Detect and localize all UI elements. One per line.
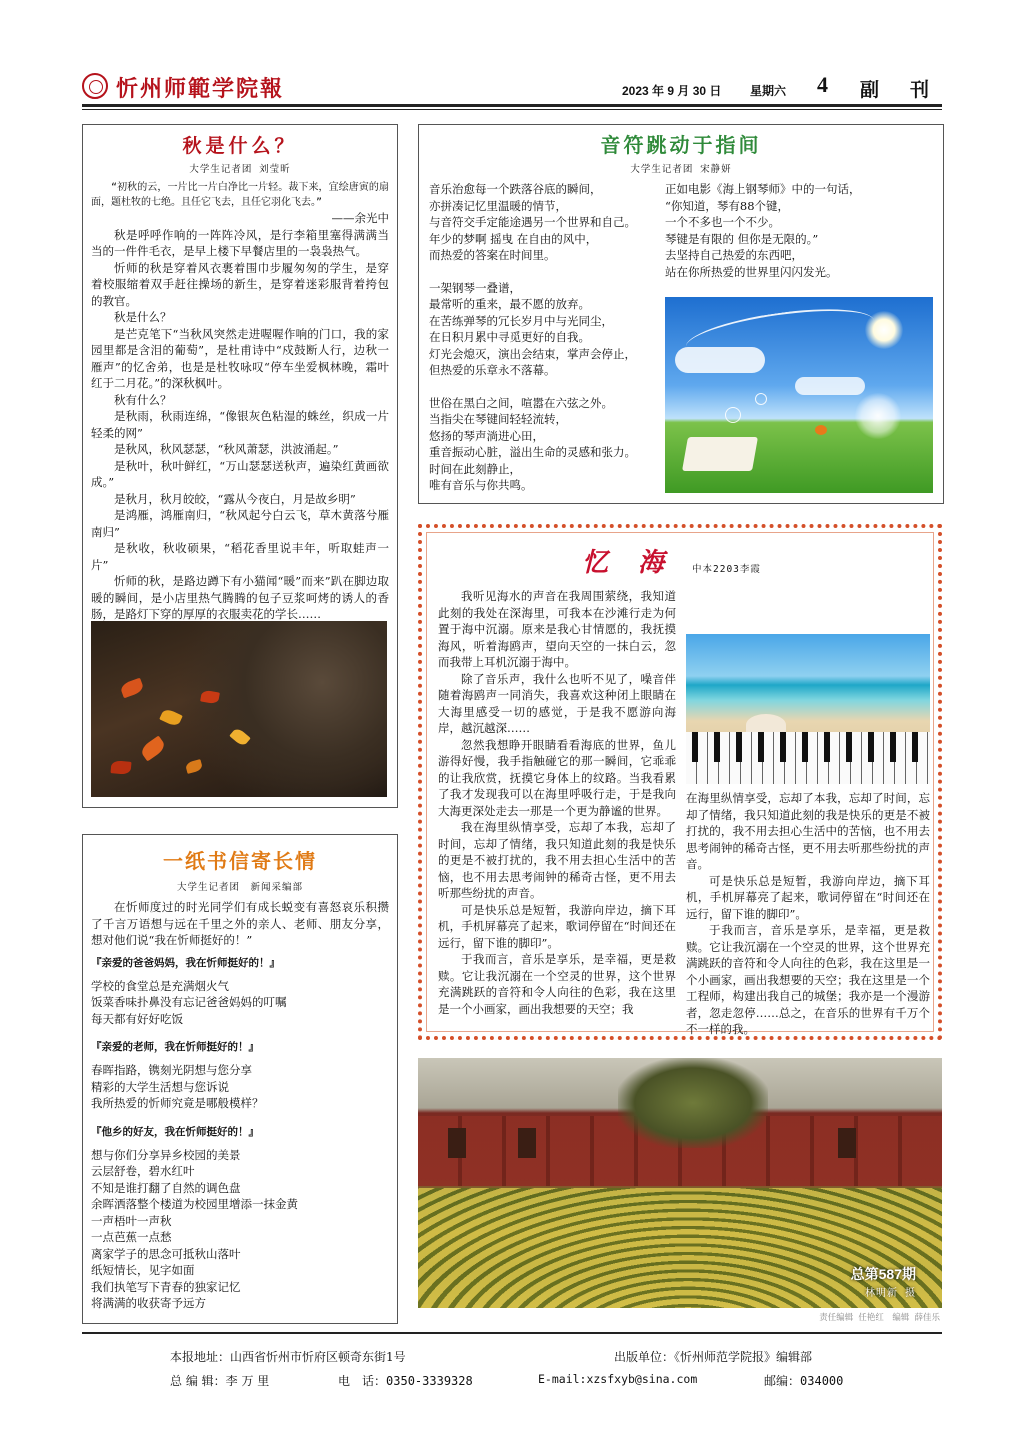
letter-line: 每天都有好好吃饭: [91, 1011, 183, 1026]
letter-line: 精彩的大学生活想与您诉说: [91, 1079, 229, 1094]
letter-section: [91, 1039, 389, 1112]
music-poem-left: [429, 181, 664, 494]
poem-line: 站在你所热爱的世界里闪闪发光。: [665, 264, 838, 279]
issue-weekday: 星期六: [750, 84, 787, 98]
letter-section-heading: 『亲爱的老师，我在忻师挺好的！』: [91, 1041, 259, 1053]
page-number: 4: [817, 72, 828, 97]
autumn-paragraph: 是秋收，秋收硕果，“稻花香里说丰年，听取蛙声一片”: [91, 541, 389, 572]
masthead-rule: [82, 104, 942, 107]
sea-paragraph: 于我而言，音乐是享乐，是幸福，更是救赎。它让我沉溺在一个空灵的世界，这个世界充满跳跃的音符和令人向往的色彩，我在这里是一个小画家，画出我想要的天空；我: [438, 952, 676, 1016]
autumn-paragraph: 是秋风，秋风瑟瑟，“秋风萧瑟，洪波涌起。”: [114, 442, 339, 456]
autumn-paragraph: 忻师的秋，是路边蹲下有小猫闻“暖”而来”趴在脚边取暖的瞬间，是小店里热气腾腾的包子豆浆呵烤的诱人的香肠，是路灯下穿的厚厚的衣服卖花的学长……: [91, 574, 389, 621]
poem-line: 世俗在黑白之间，喧嚣在六弦之外。: [429, 395, 613, 410]
letter-article: [82, 834, 398, 1324]
masthead-rule-thin: [82, 109, 942, 110]
autumn-article: [82, 124, 398, 808]
letter-line: 纸短情长，见字如面: [91, 1263, 195, 1277]
letter-line: 我们执笔写下青春的独家记忆: [91, 1279, 241, 1294]
sea-column-right: [686, 790, 930, 1038]
footer-publisher-label: 出版单位：: [614, 1350, 675, 1364]
footer-editor: [170, 1372, 269, 1389]
school-seal-icon: [82, 73, 108, 99]
photo-credit: 林明新 摄: [864, 1288, 916, 1299]
footer-address-value: 山西省忻州市忻府区顿奇东街1号: [230, 1350, 406, 1364]
poem-line: 悠扬的琴声淌进心田，: [429, 428, 544, 443]
footer-address-label: 本报地址：: [170, 1350, 231, 1364]
autumn-paragraph: 是芒克笔下“当秋风突然走进喔喔作响的门口，我的家园里都是含泪的葡萄”，是杜甫诗中“戍鼓断人行，边秋一雁声”的忆舍弟，也是是杜牧咏叹“停车坐爱枫林晚，霜叶红于二月花。”的深秋枫叶。: [91, 326, 389, 390]
letter-title: 一纸书信寄长情: [163, 849, 317, 873]
campus-photo: [418, 1058, 942, 1308]
autumn-title: 秋是什么？: [182, 135, 298, 157]
letter-line: 不知是谁打翻了自然的调色盘: [91, 1180, 241, 1195]
footer-phone-value: 0350-3339328: [386, 1374, 473, 1388]
footer-email: E-mail:xzsfxyb@sina.com: [538, 1372, 698, 1386]
poem-line: 而热爱的答案在时间里。: [429, 248, 556, 262]
poem-line: 正如电影《海上钢琴师》中的一句话，: [665, 182, 861, 196]
music-title: 音符跳动于指间: [600, 133, 762, 157]
poem-line: 一个不多也一个不少。: [665, 215, 780, 229]
autumn-paragraph: 是秋月，秋月皎皎，“露从今夜白，月是故乡明”: [114, 491, 356, 506]
section-name: 副 刊: [860, 79, 936, 101]
letter-byline: 大学生记者团 新闻采编部: [176, 882, 303, 893]
poem-line: 一架钢琴一叠谱，: [429, 280, 521, 295]
footer-address: [170, 1348, 406, 1365]
autumn-paragraph: 是秋雨，秋雨连绵，“像银灰色粘湿的蛛丝，织成一片轻柔的网”: [91, 409, 389, 440]
poem-line: 时间在此刻静止，: [429, 461, 521, 476]
autumn-paragraph: 秋有什么？: [114, 392, 172, 407]
masthead: [82, 70, 942, 104]
letter-section: [91, 1124, 389, 1312]
sea-title: 忆 海: [582, 548, 667, 578]
sea-byline: 中本2203李霞: [692, 564, 761, 575]
poem-line: 与音符交手定能途遇另一个世界和自己。: [429, 215, 636, 229]
sea-piano-photo: [686, 634, 930, 784]
issue-date: 2023 年 9 月 30 日: [622, 84, 722, 98]
letter-line: 春晖指路，镌刻光阴想与您分享: [91, 1063, 252, 1077]
letter-line: 余晖洒落整个楼道为校园里增添一抹金黄: [91, 1197, 298, 1211]
letter-line: 我所热爱的忻师究竟是哪般模样？: [91, 1096, 264, 1110]
poem-line: “你知道，琴有88个键，: [665, 198, 790, 213]
autumn-paragraph: 秋是什么？: [114, 310, 172, 324]
autumn-paragraph: 是鸿雁，鸿雁南归，“秋风起兮白云飞，草木黄落兮雁南归”: [91, 508, 389, 539]
issue-number: 总第587期: [850, 1266, 916, 1282]
sea-paragraph: 我在海里纵情享受，忘却了本我，忘却了时间，忘却了情绪，我只知道此刻的我是快乐的更是不被打扰的，我不用去担心生活中的苦恼，也不用去思考闹钟的稀奇古怪，更不用去听那些纷扰的声音。: [438, 820, 676, 900]
editors-credit: 责任编辑 任艳红 编辑 薛佳乐: [819, 1313, 940, 1323]
poem-line: 音乐治愈每一个跌落谷底的瞬间，: [429, 182, 602, 196]
sea-column-left: [438, 588, 676, 1017]
footer-editor-value: 李 万 里: [225, 1374, 270, 1388]
music-stanza: [429, 181, 664, 264]
autumn-body: [91, 180, 389, 623]
letter-line: 离家学子的思念可抵秋山落叶: [91, 1246, 241, 1261]
autumn-quote-author: ——余光中: [331, 211, 389, 225]
music-stanza: [429, 280, 664, 379]
letter-line: 学校的食堂总是充满烟火气: [91, 978, 229, 993]
poem-line: 重音振动心脏，溢出生命的灵感和张力。: [429, 445, 636, 459]
autumn-paragraph: 是秋叶，秋叶鲜红，“万山瑟瑟送秋声，遍染红黄画欲成。”: [91, 458, 389, 489]
poem-line: 亦拼凑记忆里温暖的情节，: [429, 198, 567, 213]
letter-line: 饭菜香味扑鼻没有忘记爸爸妈妈的叮嘱: [91, 995, 287, 1009]
letter-line: 云层舒卷，碧水红叶: [91, 1164, 195, 1178]
letter-body: [91, 899, 389, 1312]
paper-name: 忻州师範学院報: [116, 76, 285, 102]
letter-section-heading: 『亲爱的爸爸妈妈，我在忻师挺好的！』: [91, 956, 280, 969]
music-byline: 大学生记者团 宋静妍: [630, 164, 732, 175]
poem-line: 灯光会熄灭，演出会结束，掌声会停止，: [429, 346, 636, 361]
poem-line: 最常听的重来，最不愿的放弃。: [429, 297, 590, 311]
poem-line: 年少的梦啊 摇曳 在自由的风中，: [429, 231, 598, 246]
letter-line: 将满满的收获寄予远方: [91, 1296, 206, 1310]
footer-rule: [82, 1332, 942, 1334]
poem-line: 唯有音乐与你共鸣。: [429, 478, 533, 492]
letter-line: 一声梧叶一声秋: [91, 1213, 172, 1228]
autumn-leaves-photo: [91, 621, 387, 797]
poem-line: 去坚持自己热爱的东西吧，: [665, 248, 803, 262]
letter-line: 一点芭蕉一点愁: [91, 1230, 172, 1244]
footer-phone-label: 电 话：: [338, 1374, 387, 1388]
sea-article-frame: [418, 524, 942, 1040]
poem-line: 当指尖在琴键间轻轻流转，: [429, 412, 567, 426]
footer-editor-label: 总 编 辑：: [170, 1374, 226, 1388]
letter-line: 想与你们分享异乡校园的美景: [91, 1147, 241, 1162]
letter-section: [91, 955, 389, 1028]
footer-postcode-label: 邮编：: [764, 1374, 801, 1388]
letter-intro: 在忻师度过的时光同学们有成长蜕变有喜怒哀乐积攒了千言万语想与远在千里之外的亲人、老师、朋友分享，想对他们说“我在忻师挺好的！”: [91, 900, 389, 947]
autumn-paragraph: 秋是呼呼作响的一阵阵冷风，是行李箱里塞得满满当当的一件件毛衣，是早上楼下早餐店里的一袅袅热气。: [91, 227, 389, 258]
sea-paragraph: 我听见海水的声音在我周围萦绕，我知道此刻的我处在深海里，可我本在沙滩行走为何置于海中沉溺。原来是我心甘情愿的，我抚摸海风，听着海鸥声，望向天空的一抹白云，忽而我带上耳机沉溺于海中。: [438, 589, 676, 669]
poem-line: 但热爱的乐章永不落幕。: [429, 363, 556, 377]
footer: [82, 1340, 942, 1400]
sea-paragraph: 于我而言，音乐是享乐，是幸福，更是救赎。它让我沉溺在一个空灵的世界，这个世界充满跳跃的音符和令人向往的色彩，我在这里是一个小画家，画出我想要的天空；我在这里是一个工程师，构建出我自己的城堡；我亦是一个漫游者，忽走忽停……总之，在音乐的世界有千万个不一样的我。: [686, 923, 930, 1036]
music-meadow-photo: [665, 297, 933, 493]
letter-section-heading: 『他乡的好友，我在忻师挺好的！』: [91, 1125, 259, 1138]
sea-paragraph: 在海里纵情享受，忘却了本我，忘却了时间，忘却了情绪，我只知道此刻的我是快乐的更是不被打扰的，我不用去担心生活中的苦恼，也不用去思考闹钟的稀奇古怪，更不用去听那些纷扰的声音。: [686, 791, 930, 871]
sea-paragraph: 可是快乐总是短暂，我游向岸边，摘下耳机，手机屏幕亮了起来，歌词停留在“时间还在远行，留下谁的脚印”。: [438, 902, 676, 950]
poem-line: 琴键是有限的 但你是无限的。”: [665, 231, 819, 246]
autumn-byline: 大学生记者团 刘莹昕: [189, 164, 291, 175]
autumn-quote: “初秋的云，一片比一片白净比一片轻。裁下来，宜绘唐寅的扇面，题杜牧的七绝。且任它飞去，且任它羽化飞去。”: [91, 182, 389, 208]
poem-line: 在日积月累中寻觅更好的自我。: [429, 330, 590, 344]
music-article: [418, 124, 944, 504]
footer-postcode: [764, 1372, 843, 1389]
poem-line: 在苦练弹琴的冗长岁月中与光同尘，: [429, 313, 613, 328]
sea-paragraph: 可是快乐总是短暂，我游向岸边，摘下耳机，手机屏幕亮了起来，歌词停留在“时间还在远行，留下谁的脚印”。: [686, 873, 930, 921]
footer-publisher: [614, 1348, 812, 1365]
footer-publisher-value: 《忻州师范学院报》编辑部: [674, 1350, 813, 1364]
music-stanza: [429, 395, 664, 494]
footer-phone: [338, 1372, 473, 1389]
music-poem-right: [665, 181, 933, 280]
autumn-paragraph: 忻师的秋是穿着风衣裹着围巾步履匆匆的学生，是穿着校服缩着双手赶往操场的新生，是穿着迷彩服背着挎包的教官。: [91, 260, 389, 308]
sea-paragraph: 除了音乐声，我什么也听不见了，噪音伴随着海鸥声一同消失，我喜欢这种闭上眼睛在大海里感受一切的感觉，于是我不愿游向海岸，越沉越深……: [438, 671, 676, 735]
sea-paragraph: 忽然我想睁开眼睛看看海底的世界，鱼儿游得好慢，我手指触碰它的那一瞬间，它乖乖的让我欣赏，抚摸它身体上的纹路。当我看累了我才发现我可以在海里呼吸行走，于是我向大海更深处走去一那是一个更为静谧的世界。: [438, 737, 676, 818]
footer-postcode-value: 034000: [800, 1374, 844, 1388]
